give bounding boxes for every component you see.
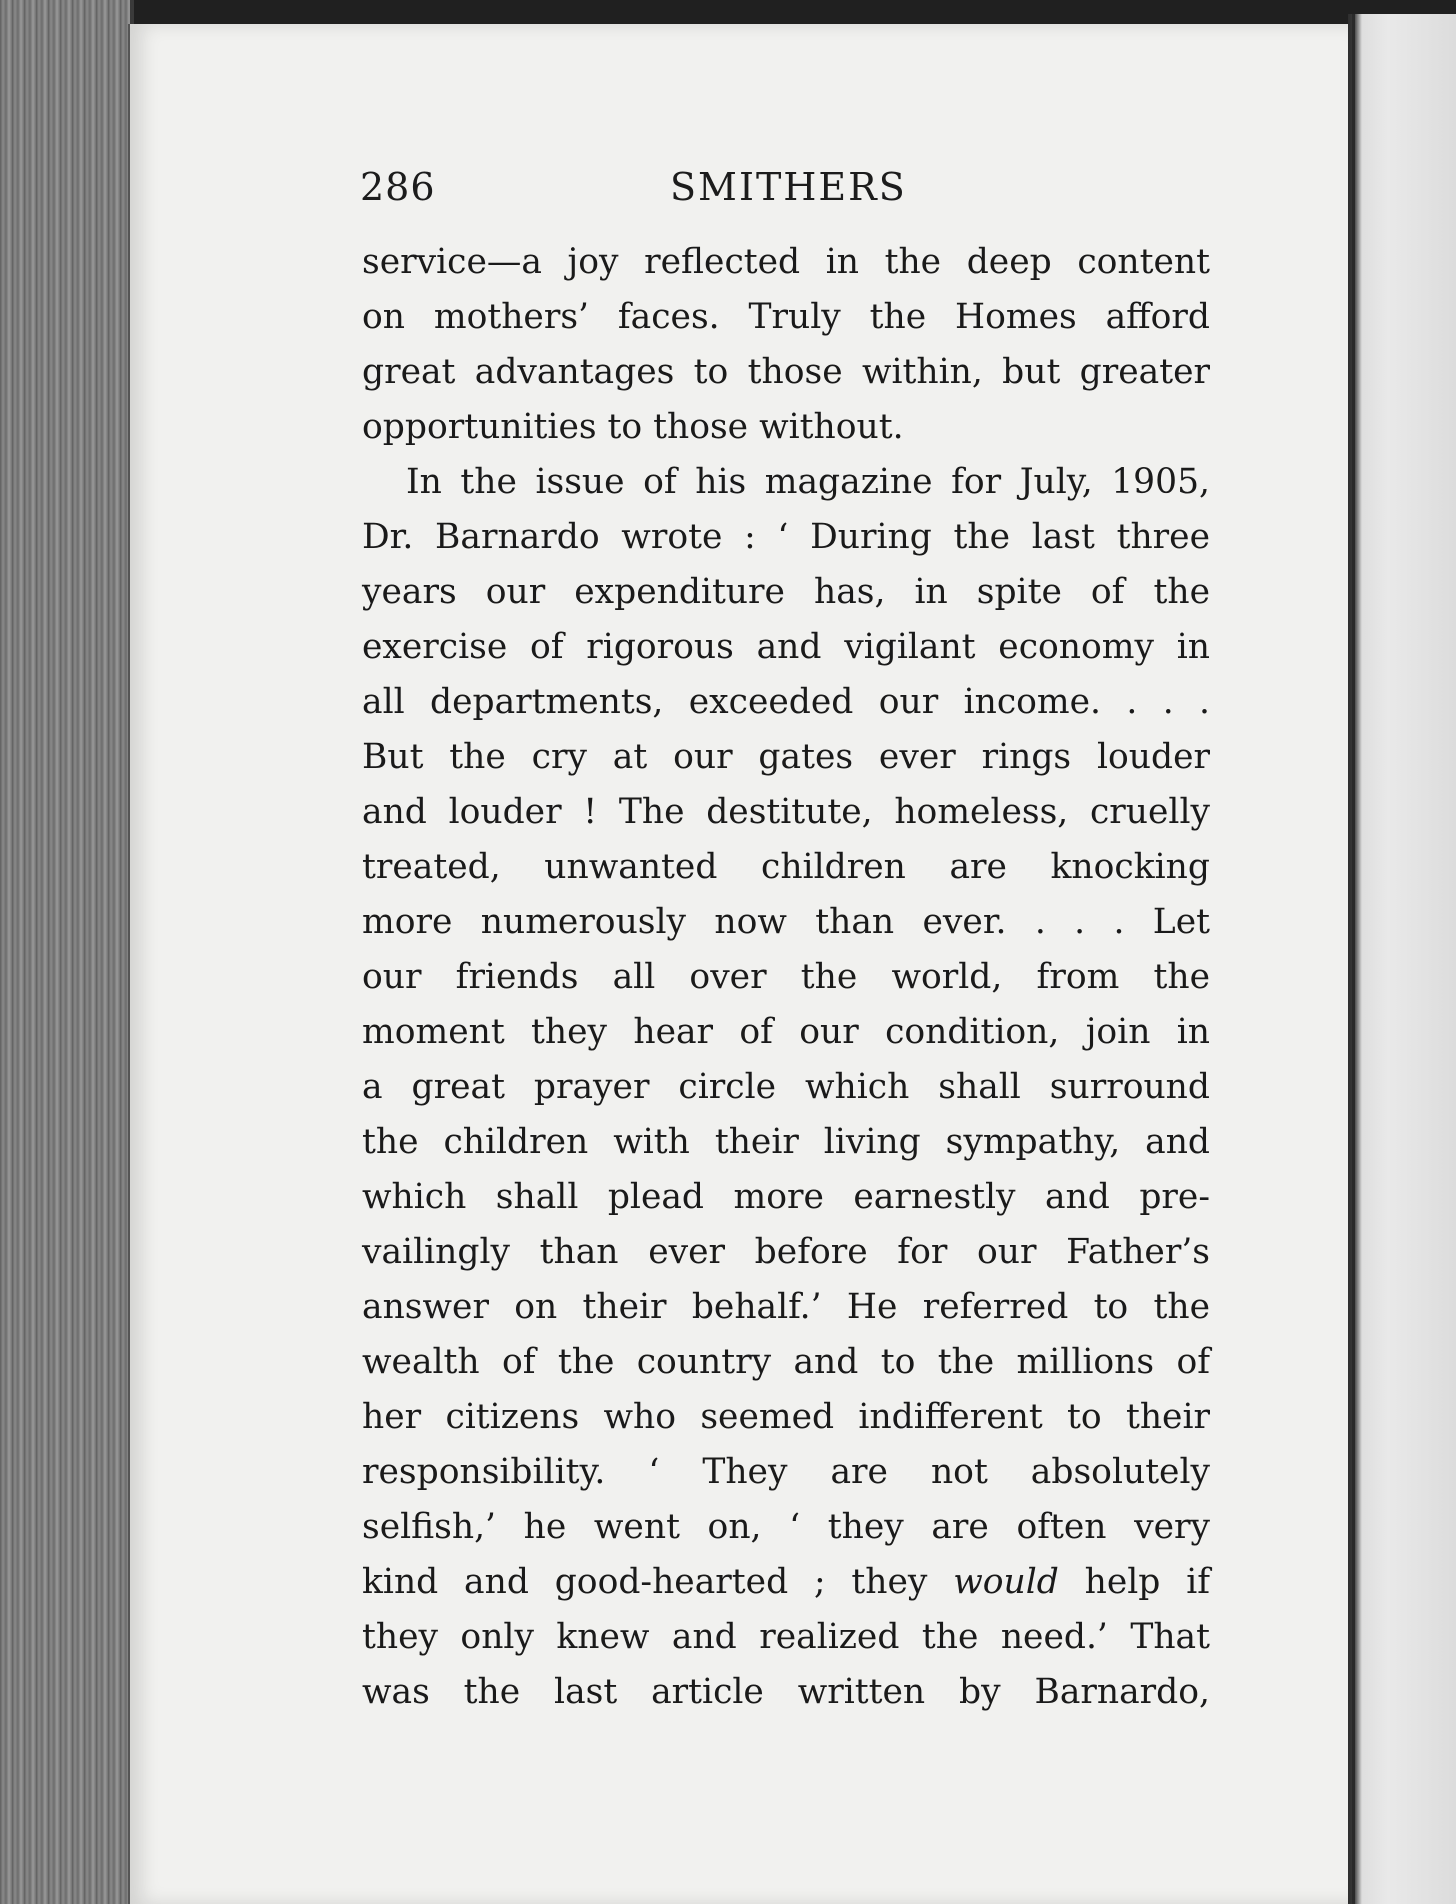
- text-line: her citizens who seemed indifferent to their: [362, 1397, 1210, 1437]
- text-fragment: help if: [1058, 1562, 1210, 1602]
- text-line: great advantages to those within, but greater: [362, 352, 1210, 392]
- text-line: selfish,’ he went on, ‘ they are often very: [362, 1507, 1210, 1547]
- text-line: all departments, exceeded our income. . . .: [362, 682, 1210, 722]
- running-head: [360, 165, 1210, 215]
- text-line: Dr. Barnardo wrote : ‘ During the last three: [362, 517, 1210, 557]
- text-line: service—a joy reflected in the deep content: [362, 242, 1210, 282]
- text-line: years our expenditure has, in spite of the: [362, 572, 1210, 612]
- book-gutter: [1352, 14, 1355, 1904]
- text-line: a great prayer circle which shall surround: [362, 1067, 1210, 1107]
- text-line: responsibility. ‘ They are not absolutely: [362, 1452, 1210, 1492]
- body-text: [362, 235, 1210, 1720]
- text-line: wealth of the country and to the millions of: [362, 1342, 1210, 1382]
- text-line: our friends all over the world, from the: [362, 957, 1210, 997]
- text-line: was the last article written by Barnardo,: [362, 1672, 1210, 1712]
- text-line: But the cry at our gates ever rings louder: [362, 737, 1210, 777]
- text-line: In the issue of his magazine for July, 1905,: [406, 462, 1210, 502]
- text-line: exercise of rigorous and vigilant economy in: [362, 627, 1210, 667]
- text-fragment: kind and good-hearted ; they: [362, 1562, 954, 1602]
- emphasis-word: would: [953, 1562, 1059, 1602]
- text-line: on mothers’ faces. Truly the Homes afford: [362, 297, 1210, 337]
- text-line: [362, 1555, 1210, 1610]
- text-line: treated, unwanted children are knocking: [362, 847, 1210, 887]
- text-line: moment they hear of our condition, join in: [362, 1012, 1210, 1052]
- book-page-edges: [0, 0, 134, 1904]
- text-line: more numerously now than ever. . . . Let: [362, 902, 1210, 942]
- running-title: SMITHERS: [670, 165, 907, 209]
- text-line: answer on their behalf.’ He referred to the: [362, 1287, 1210, 1327]
- page-number: 286: [360, 165, 436, 209]
- text-line: and louder ! The destitute, homeless, cruelly: [362, 792, 1210, 832]
- text-line: which shall plead more earnestly and pre-: [362, 1177, 1210, 1217]
- text-line: vailingly than ever before for our Father’s: [362, 1232, 1210, 1272]
- next-page-edge: [1348, 14, 1456, 1904]
- text-line: they only knew and realized the need.’ That: [362, 1617, 1210, 1657]
- text-line: the children with their living sympathy, and: [362, 1122, 1210, 1162]
- text-line: opportunities to those without.: [362, 407, 904, 447]
